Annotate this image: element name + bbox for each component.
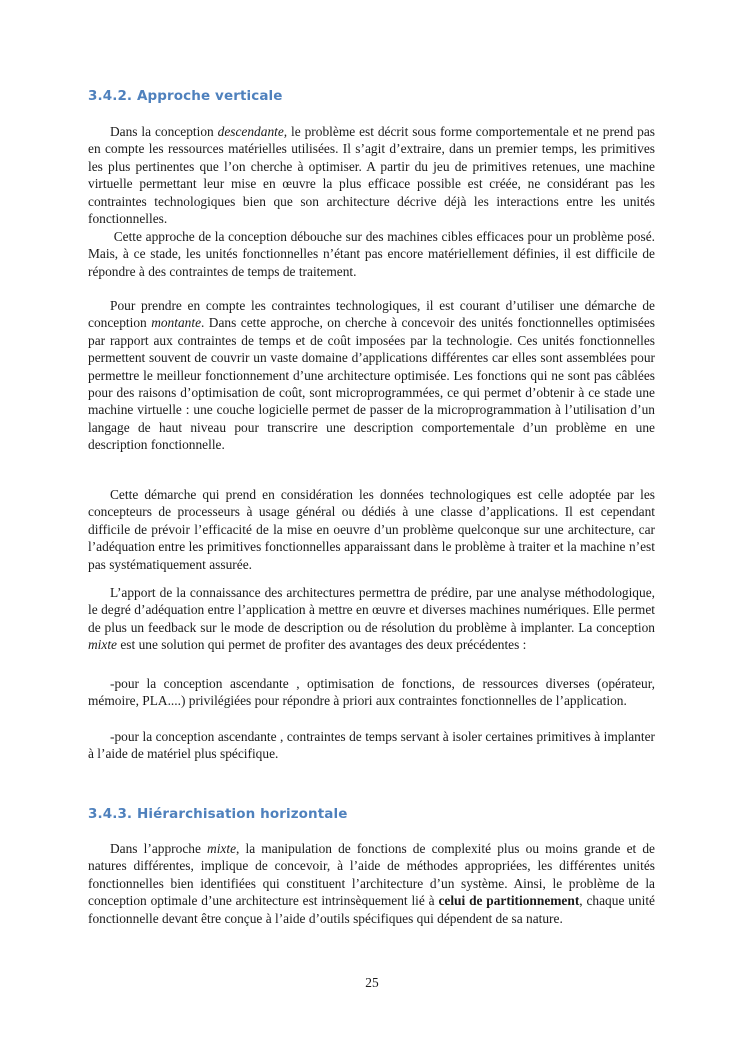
- emphasis-text: descendante,: [217, 124, 288, 139]
- bold-text: celui de partitionnement: [438, 893, 580, 909]
- text-run: Dans l’approche: [110, 841, 208, 856]
- emphasis-text: montante: [151, 315, 202, 331]
- paragraph: [88, 123, 655, 227]
- text-run: , chaque unité fonctionnelle devant être conçue à l’aide d’outils spécifiques qui dépendent de sa nature.: [88, 893, 655, 926]
- text-run: -pour la conception ascendante , contraintes de temps servant à isoler certaines primitives à implanter à l’aide de matériel plus spécifique.: [88, 729, 655, 762]
- text-run: L’apport de la connaissance des architectures permettra de prédire, par une analyse méthodologique, le degré d’adéquation entre l’application à mettre en œuvre et diverses machines numériques. Elle permet de plus un feedback sur le mode de description ou de résolution du problème à implanter. La conception: [88, 585, 655, 635]
- text-run: Dans la conception: [110, 124, 218, 139]
- paragraph: [88, 675, 655, 710]
- text-run: Pour prendre en compte les contraintes technologiques, il est courant d’utiliser une démarche de conception: [88, 298, 655, 331]
- paragraph: [88, 297, 655, 454]
- text-run: , la manipulation de fonctions de complexité plus ou moins grande et de natures différentes, implique de concevoir, à l’aide de méthodes appropriées, les différentes unités fonctionnelles bien identifiées qui constituent l’architecture d’un système. Ainsi, le problème de la conception optimale d’une architecture est intrinsèquement lié à: [88, 841, 656, 909]
- section-heading-3-4-3: 3.4.3. Hiérarchisation horizontale: [88, 806, 348, 822]
- text-run: . Dans cette approche, on cherche à concevoir des unités fonctionnelles optimisées par rapport aux contraintes de temps et de coût imposées par la technologie. Ces unités fonctionnelles permettent souvent de couvrir un vaste domaine d’applications différentes car elles sont assemblées pour permettre le meilleur fonctionnement d’une architecture optimisée. Les fonctions qui ne sont pas câblées pour des raisons d’optimisation de coût, sont microprogrammées, ce qui permet d’obtenir à ce stade une machine virtuelle : une couche logicielle permet de passer de la microprogrammation à l’utilisation d’un langage de haut niveau pour transcrire une description comportementale d’un problème en une description fonctionnelle.: [88, 315, 655, 453]
- emphasis-text: mixte: [88, 637, 117, 653]
- paragraph: [88, 486, 655, 573]
- paragraph: [88, 728, 655, 763]
- page-number: 25: [365, 975, 379, 990]
- text-run: -pour la conception ascendante , optimisation de fonctions, de ressources diverses (opérateur, mémoire, PLA....) privilégiées pour répondre à priori aux contraintes fonctionnelles de l’application.: [88, 676, 655, 709]
- text-run: Cette approche de la conception débouche sur des machines cibles efficaces pour un problème posé. Mais, à ce stade, les unités fonctionnelles n’étant pas encore matériellement définies, il est difficile de répondre à des contraintes de temps de traitement.: [88, 229, 655, 279]
- paragraph: [88, 584, 655, 654]
- text-run: Cette démarche qui prend en considération les données technologiques est celle adoptée par les concepteurs de processeurs à usage général ou dédiés à une classe d’applications. Il est cependant difficile de prévoir l’efficacité de la mise en oeuvre d’un problème quelconque sur une architecture, car l’adéquation entre les primitives fonctionnelles apparaissant dans le problème à traiter et la machine n’est pas systématiquement assurée.: [88, 487, 655, 572]
- emphasis-text: mixte: [207, 841, 237, 856]
- paragraph: [88, 228, 655, 280]
- text-run: le problème est décrit sous forme comportementale et ne prend pas en compte les ressources matérielles utilisées. Il s’agit d’extraire, dans un premier temps, les primitives les plus pertinentes que l’on cherche à optimiser. A partir du jeu de primitives retenues, une machine virtuelle permettant leur mise en œuvre la plus efficace possible est créée, ne considérant pas les contraintes technologiques bien que son architecture décrive déjà les interactions entre les unités fonctionnelles.: [88, 124, 655, 227]
- paragraph: [88, 840, 655, 927]
- section-heading-3-4-2: 3.4.2. Approche verticale: [88, 88, 283, 104]
- text-run: est une solution qui permet de profiter des avantages des deux précédentes :: [117, 637, 527, 653]
